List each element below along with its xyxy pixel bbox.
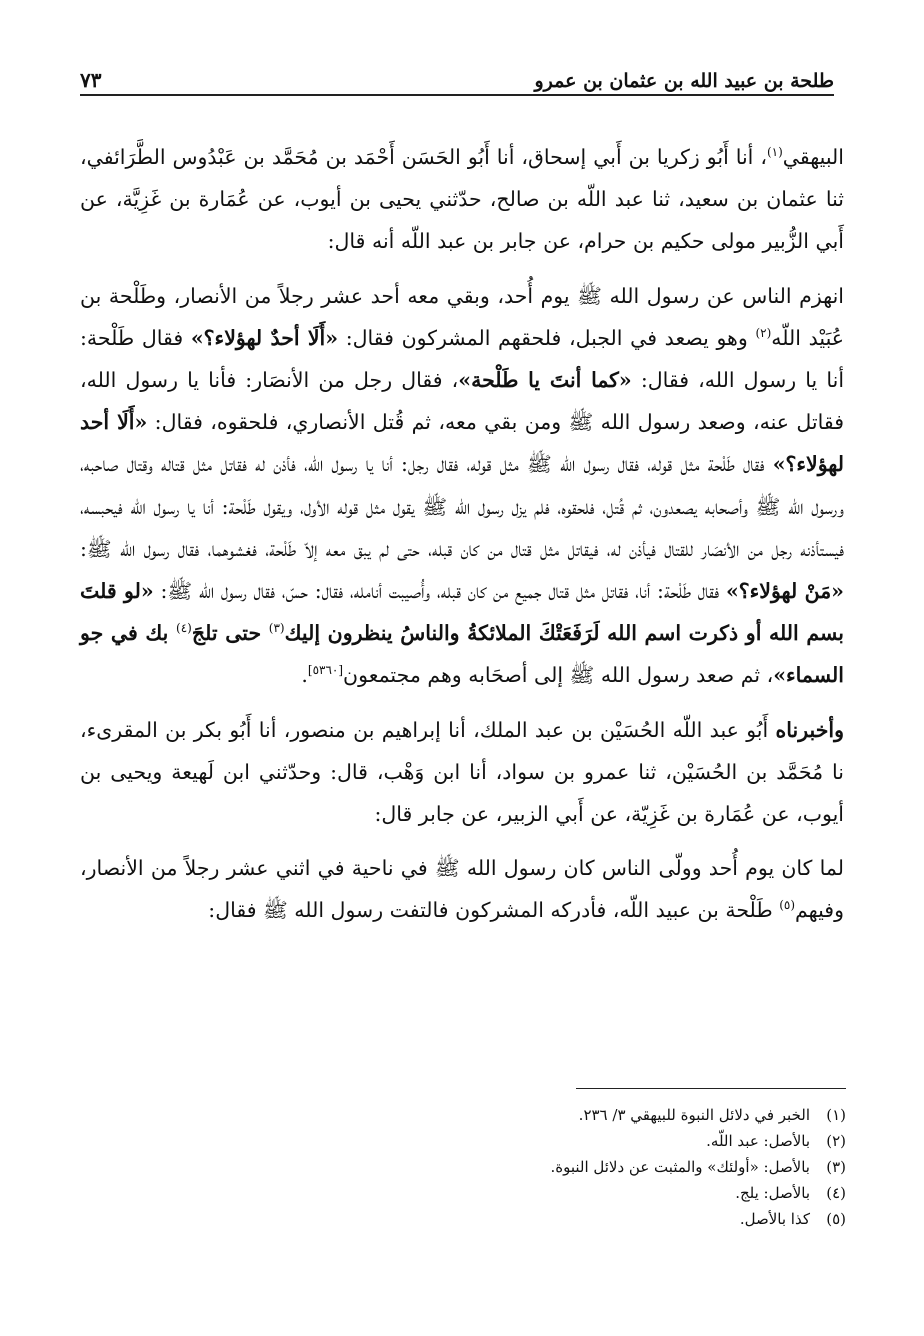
footnote-4 <box>300 1180 846 1206</box>
text-run: . <box>301 663 308 688</box>
footnote-number: (٣) <box>826 1158 846 1176</box>
bold-quote: «لو قلتَ بسم الله أو ذكرت اسم الله لَرَفَعَتْكَ الملائكةُ والناسُ ينظرون إليك <box>80 579 844 646</box>
footnote-number: (٥) <box>826 1210 846 1228</box>
text-run: وهو يصعد في الجبل، فلحقهم المشركون فقال: <box>338 325 756 350</box>
bold-quote: «مَنْ لهؤلاء؟» <box>725 579 844 604</box>
text-run: لما كان يوم أُحد وولّى الناس كان رسول الله ﷺ في ناحية في اثني عشر رجلاً من الأنصار، وفيهم <box>80 856 844 923</box>
footnote-number: (٢) <box>826 1132 846 1150</box>
page-number: ٧٣ <box>80 68 102 92</box>
footnote-text: بالأصل: «أولئك» والمثبت عن دلائل النبوة. <box>550 1158 810 1176</box>
footnote-reference: [٥٣٦٠] <box>307 663 344 678</box>
paragraph-3 <box>80 709 844 836</box>
text-run: فقال طَلْحة: أنا، فقاتل مثل قتال جميع من كان قبله، وأُصيبت أنامله، فقال: حسّ، فقال رسول الله ﷺ: <box>153 579 726 604</box>
footnote-number: (١) <box>826 1106 846 1124</box>
running-title: طلحة بن عبيد الله بن عثمان بن عمرو <box>534 70 834 92</box>
footnotes <box>300 1102 846 1232</box>
paragraph-2 <box>80 275 844 697</box>
text-run: طَلْحة بن عبيد اللّه، فأدركه المشركون فالتفت رسول الله ﷺ فقال: <box>208 898 780 923</box>
footnote-reference: (٤) <box>176 621 192 636</box>
footnote-number: (٤) <box>826 1184 846 1202</box>
footnote-3 <box>300 1154 846 1180</box>
paragraph-4 <box>80 847 844 931</box>
bold-quote: «أَلَا أحد لهؤلاء؟» <box>80 410 844 477</box>
footnote-reference: (٣) <box>268 621 285 636</box>
text-run: فقال طَلْحة مثل قوله، فقال رسول الله ﷺ مثل قوله، فقال رجل: أنا يا رسول الله، فأذن له فقاتل مثل قتاله وقتال صاحبه، ورسول الله ﷺ وأصحابه يصعدون، ثم قُتل، فلحقوه، فلم يزل رسول الله ﷺ يقول مثل قوله الأول، ويقول طَلْحة: أنا يا رسول الله فيحبسه، فيستأذنه رجل من الأنصَار للقتال فيأذن له، فيقاتل مثل قتال من كان قبله، حتى لم يبق معه إلاّ طَلْحة، فغشوهما، فقال رسول الله ﷺ: <box>80 452 844 561</box>
text-run: انهزم الناس عن رسول الله ﷺ يوم أُحد، وبقي معه أحد عشر رجلاً من الأنصار، وطَلْحة بن عُبَيْد اللّه <box>80 283 845 350</box>
footnote-text: كذا بالأصل. <box>739 1210 810 1228</box>
header-rule <box>80 94 834 96</box>
text-run: فقال طَلْحة: أنا يا رسول الله، فقال: <box>80 325 845 393</box>
text-run: ، أنا أَبُو زكريا بن أَبي إسحاق، أنا أَبُو الحَسَن أَحْمَد بن مُحَمَّد بن عَبْدُوس الطَّرَائفي، ثنا عثمان بن سعيد، ثنا عبد اللّه بن صالح، حدّثني يحيى بن أيوب، عن عُمَارة بن غَزِيَّة، عن أَبي الزُّبير مولى حكيم بن حرام، عن جابر بن عبد اللّه أنه قال: <box>80 145 844 254</box>
footnote-text: بالأصل: يلج. <box>735 1184 810 1202</box>
paragraph-1 <box>80 136 844 263</box>
bold-quote: «كما أنتَ يا طَلْحة» <box>458 368 632 393</box>
text-run: أَبُو عبد اللّه الحُسَيْن بن عبد الملك، أنا إبراهيم بن منصور، أنا أَبُو بكر بن المقرىء، نا مُحَمَّد بن الحُسَيْن، ثنا عمرو بن سواد، أنا ابن وَهْب، قال: وحدّثني ابن لَهيعة ويحيى بن أيوب، عن عُمَارة بن غَزِيّة، عن أَبي الزبير، عن جابر قال: <box>80 717 844 827</box>
footnote-reference: (٢) <box>755 325 772 340</box>
footnote-1 <box>300 1102 846 1128</box>
footnote-text: بالأصل: عبد اللّه. <box>706 1132 810 1150</box>
text-run: البيهقي <box>782 145 844 169</box>
footnote-5 <box>300 1206 846 1232</box>
footnote-text: الخبر في دلائل النبوة للبيهقي ٣/ ٢٣٦. <box>578 1106 810 1124</box>
footnote-rule <box>576 1088 846 1089</box>
text-run: ، ثم صعد رسول الله ﷺ إلى أصحَابه وهم مجتمعون <box>343 663 774 688</box>
bold-quote: بك في جو السماء» <box>80 621 844 688</box>
page-header <box>80 52 834 92</box>
footnote-reference: (٥) <box>779 898 796 913</box>
bold-quote: حتى تلجَ <box>191 621 269 646</box>
bold-quote: وأخبرناه <box>775 717 844 742</box>
footnote-reference: (١) <box>766 145 783 160</box>
main-text <box>80 136 844 932</box>
bold-quote: «أَلَا أحدٌ لهؤلاء؟» <box>190 325 339 350</box>
text-run: ، فقال رجل من الأنصَار: فأنا يا رسول الله، فقاتل عنه، وصعد رسول الله ﷺ ومن بقي معه، ثم قُتل الأنصاري، فلحقوه، فقال: <box>80 368 844 435</box>
footnote-2 <box>300 1128 846 1154</box>
